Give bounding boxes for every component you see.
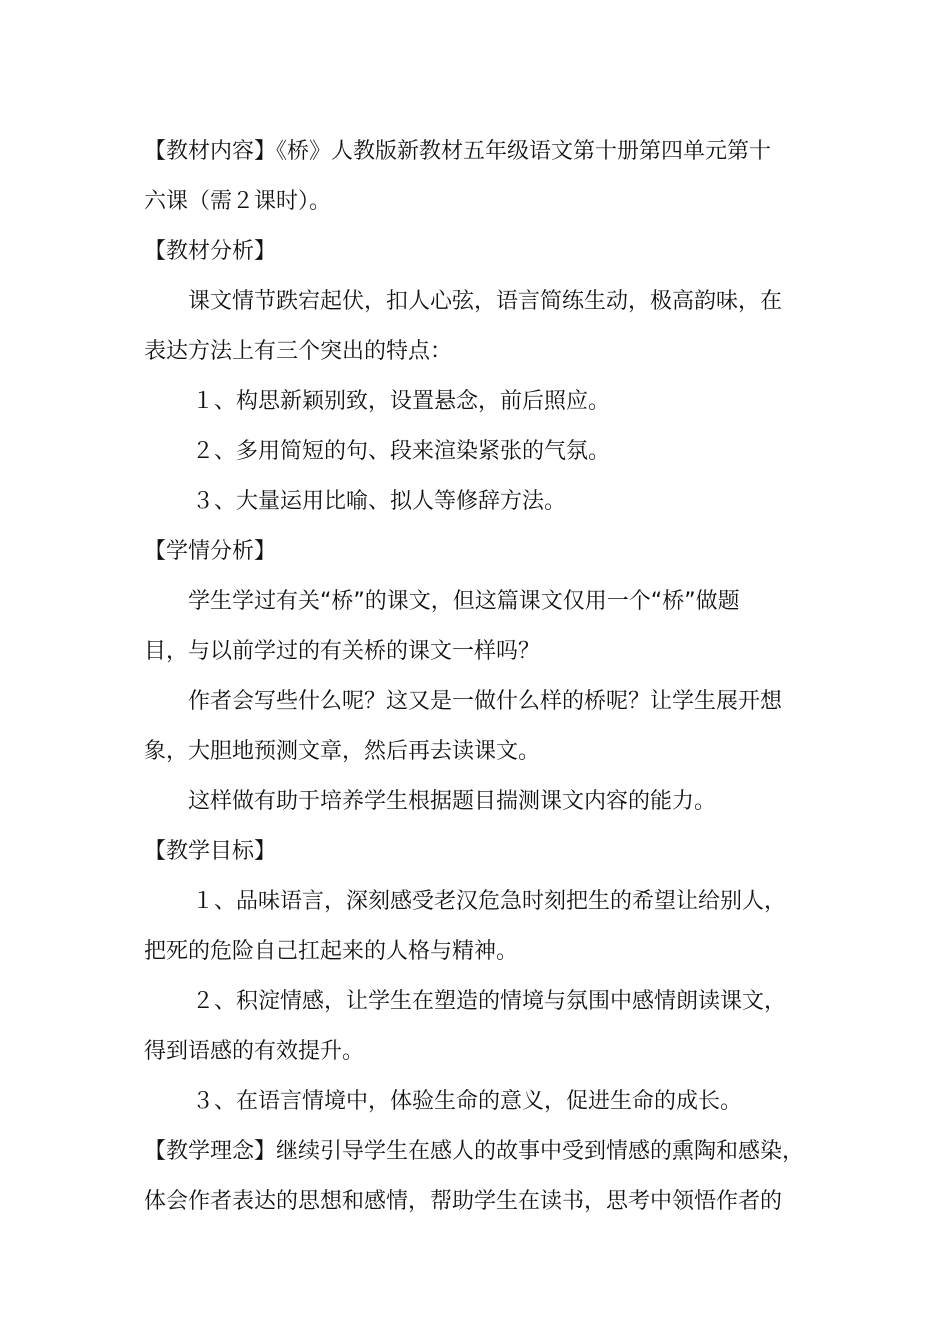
- text-line: 象，大胆地预测文章，然后再去读课文。: [144, 739, 541, 764]
- paragraph-line: 学生学过有关“桥”的课文，但这篇课文仅用一个“桥”做题: [188, 589, 740, 614]
- list-item: ３、大量运用比喻、拟人等修辞方法。: [192, 489, 567, 514]
- text-line: 目，与以前学过的有关桥的课文一样吗？: [144, 639, 541, 664]
- document-body: [144, 127, 812, 1227]
- list-item: １、构思新颖别致，设置悬念，前后照应。: [192, 389, 611, 414]
- paragraph-line: 作者会写些什么呢？这又是一做什么样的桥呢？让学生展开想: [188, 689, 783, 714]
- text-line: 把死的危险自己扛起来的人格与精神。: [144, 939, 519, 964]
- text-line: 得到语感的有效提升。: [144, 1039, 365, 1064]
- list-item: ２、积淀情感，让学生在塑造的情境与氛围中感情朗读课文，: [192, 989, 787, 1014]
- list-item: ２、多用简短的句、段来渲染紧张的气氛。: [192, 439, 611, 464]
- paragraph-line: 这样做有助于培养学生根据题目揣测课文内容的能力。: [188, 789, 717, 814]
- list-item: ３、在语言情境中，体验生命的意义，促进生命的成长。: [192, 1089, 743, 1114]
- list-item: １、品味语言，深刻感受老汉危急时刻把生的希望让给别人，: [192, 889, 787, 914]
- text-line: 体会作者表达的思想和感情，帮助学生在读书，思考中领悟作者的: [144, 1189, 783, 1214]
- text-line: 【教学理念】继续引导学生在感人的故事中受到情感的熏陶和感染，: [144, 1139, 805, 1164]
- section-heading: 【教学目标】: [144, 839, 277, 864]
- paragraph-line: 课文情节跌宕起伏，扣人心弦，语言简练生动，极高韵味，在: [188, 289, 783, 314]
- text-line: 六课（需２课时）。: [144, 189, 332, 214]
- text-line: 【教材内容】《桥》人教版新教材五年级语文第十册第四单元第十: [144, 139, 772, 164]
- section-heading: 【教材分析】: [144, 239, 277, 264]
- text-line: 表达方法上有三个突出的特点：: [144, 339, 453, 364]
- section-heading: 【学情分析】: [144, 539, 277, 564]
